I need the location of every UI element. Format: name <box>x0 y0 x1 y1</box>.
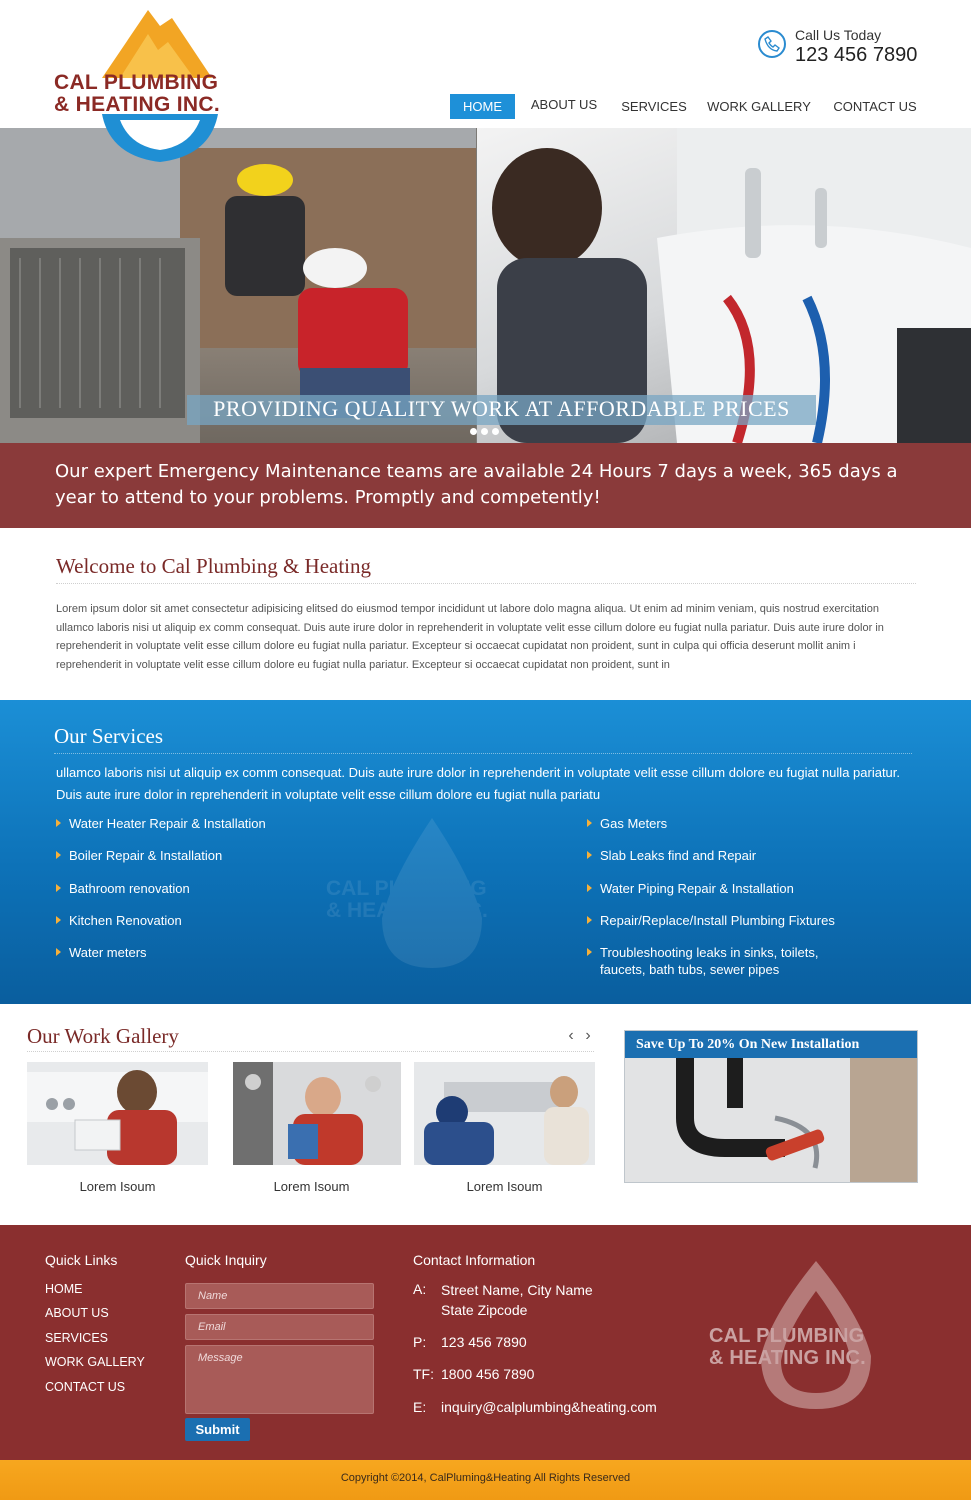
call-label: Call Us Today <box>795 27 882 43</box>
copyright-text: Copyright ©2014, CalPluming&Heating All Rights Reserved <box>340 1472 631 1484</box>
email-placeholder: Email <box>198 1321 226 1333</box>
service-item: Water Heater Repair & Installation <box>56 815 266 832</box>
footer-quick-links-title: Quick Links <box>45 1252 118 1268</box>
site-logo[interactable] <box>50 6 270 166</box>
footer-logo-line-2: & HEATING INC. <box>709 1347 866 1369</box>
footer-link-contact-us[interactable]: CONTACT US <box>45 1380 126 1394</box>
watermark-line-2: & HEATING INC. <box>326 899 488 922</box>
promo-image-pipe-repair <box>625 1058 917 1182</box>
slider-dot-2[interactable] <box>481 428 488 435</box>
welcome-divider <box>56 583 916 584</box>
gallery-divider <box>27 1051 594 1052</box>
tollfree-key: TF: <box>413 1366 434 1382</box>
footer-tollfree: 1800 456 7890 <box>441 1366 535 1382</box>
site-header <box>0 0 971 128</box>
slider-dot-1[interactable] <box>470 428 477 435</box>
gallery-caption-1: Lorem Isoum <box>79 1179 156 1194</box>
email-key: E: <box>413 1399 427 1415</box>
address-key: A: <box>413 1281 427 1297</box>
message-placeholder: Message <box>198 1352 243 1364</box>
services-divider <box>54 753 912 754</box>
chevron-right-icon[interactable]: › <box>585 1027 591 1044</box>
logo-line-2: & HEATING INC. <box>54 93 220 116</box>
services-section <box>0 700 971 1004</box>
footer-link-home[interactable]: HOME <box>45 1282 83 1296</box>
services-description: ullamco laboris nisi ut aliquip ex comm consequat. Duis aute irure dolor in reprehenderit in voluptate velit esse cillum dolore eu fugiat nulla pariatur. Duis aute irure dolor in reprehenderit in voluptate velit esse cillum dolore eu fugiat nulla pariatu <box>56 765 901 802</box>
name-placeholder: Name <box>198 1290 228 1302</box>
service-item: Water Piping Repair & Installation <box>587 880 794 897</box>
footer-contact-title: Contact Information <box>413 1252 536 1268</box>
promo-box[interactable] <box>624 1030 918 1183</box>
address-line-2: State Zipcode <box>441 1302 528 1318</box>
service-item: Kitchen Renovation <box>56 912 182 929</box>
gallery-thumb-3[interactable] <box>414 1062 595 1165</box>
service-item: Troubleshooting leaks in sinks, toilets, faucets, bath tubs, sewer pipes <box>587 944 837 978</box>
hero-caption: PROVIDING QUALITY WORK AT AFFORDABLE PRICES <box>213 396 790 421</box>
nav-about-us[interactable]: ABOUT US <box>530 97 598 112</box>
services-title: Our Services <box>54 724 164 748</box>
name-field[interactable] <box>185 1283 374 1309</box>
slider-dot-3[interactable] <box>492 428 499 435</box>
footer-inquiry-title: Quick Inquiry <box>185 1252 267 1268</box>
welcome-title: Welcome to Cal Plumbing & Heating <box>56 554 372 578</box>
promo-title: Save Up To 20% On New Installation <box>625 1031 917 1058</box>
services-watermark-logo <box>322 818 542 978</box>
site-footer <box>0 1225 971 1460</box>
footer-link-work-gallery[interactable]: WORK GALLERY <box>45 1355 145 1369</box>
service-item: Repair/Replace/Install Plumbing Fixtures <box>587 912 835 929</box>
logo-line-1: CAL PLUMBING <box>54 71 219 94</box>
gallery-caption-2: Lorem Isoum <box>273 1179 350 1194</box>
gallery-title: Our Work Gallery <box>27 1024 179 1048</box>
gallery-thumb-1[interactable] <box>27 1062 208 1165</box>
footer-link-about-us[interactable]: ABOUT US <box>45 1306 109 1320</box>
footer-email[interactable]: inquiry@calplumbing&heating.com <box>441 1399 657 1415</box>
footer-link-services[interactable]: SERVICES <box>45 1331 108 1345</box>
service-item: Bathroom renovation <box>56 880 190 897</box>
gallery-caption-3: Lorem Isoum <box>466 1179 543 1194</box>
footer-logo <box>706 1261 926 1411</box>
emergency-text: Our expert Emergency Maintenance teams are available 24 Hours 7 days a week, 365 days a year to attend to your problems. Promptly and competently! <box>55 461 898 508</box>
phone-key: P: <box>413 1334 427 1350</box>
service-item: Gas Meters <box>587 815 667 832</box>
chevron-left-icon[interactable]: ‹ <box>568 1027 574 1044</box>
footer-phone: 123 456 7890 <box>441 1334 527 1350</box>
service-item: Boiler Repair & Installation <box>56 847 222 864</box>
nav-services[interactable]: SERVICES <box>621 99 687 114</box>
nav-home[interactable]: HOME <box>450 94 515 119</box>
message-field[interactable] <box>185 1345 374 1414</box>
copyright-bar <box>0 1460 971 1500</box>
service-item: Water meters <box>56 944 147 961</box>
phone-icon <box>758 30 786 58</box>
email-field[interactable] <box>185 1314 374 1340</box>
service-item: Slab Leaks find and Repair <box>587 847 756 864</box>
welcome-body: Lorem ipsum dolor sit amet consectetur adipisicing elitsed do eiusmod tempor incididunt ut labore dolo magna aliqua. Ut enim ad minim veniam, quis nostrud exercitation ullamco laboris nisi ut aliquip ex comm consequat. Duis aute irure dolor in reprehenderit in voluptate velit esse cillum dolore eu fugiat nulla pariatur. Duis aute irure dolor in reprehenderit in voluptate velit esse cillum dolore eu fugiat nulla pariatur. Excepteur si occaecat cupidatat non proident, sunt in culpa qui officia deserunt mollit anim i reprehenderit in voluptate velit esse cillum dolore eu fugiat nulla pariatur. Excepteur si occaecat cupidatat non proident, sunt in <box>56 603 884 671</box>
hero-slider[interactable] <box>0 128 971 443</box>
nav-work-gallery[interactable]: WORK GALLERY <box>707 99 811 114</box>
address-line-1: Street Name, City Name <box>441 1282 593 1298</box>
submit-button[interactable]: Submit <box>185 1418 250 1441</box>
nav-contact-us[interactable]: CONTACT US <box>833 99 917 114</box>
watermark-line-1: CAL PLUMBING <box>326 877 487 900</box>
gallery-thumb-2[interactable] <box>233 1062 401 1165</box>
footer-logo-line-1: CAL PLUMBING <box>709 1325 865 1347</box>
call-number: 123 456 7890 <box>795 44 918 66</box>
emergency-banner <box>0 443 971 528</box>
